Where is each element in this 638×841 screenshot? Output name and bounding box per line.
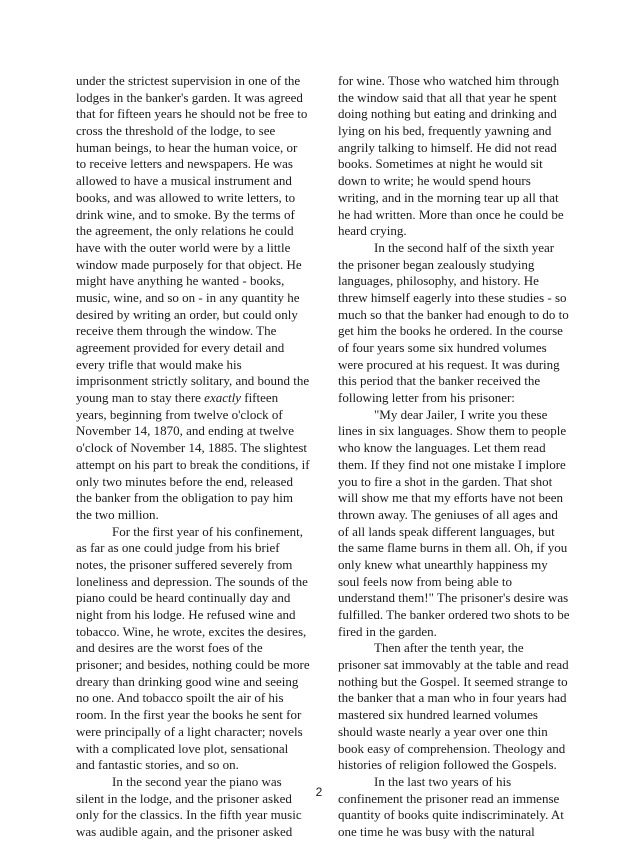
text-line: agreement provided for every detail and	[76, 340, 285, 355]
text-line: and desires are the worst foes of the	[76, 640, 263, 656]
text-line: heard crying.	[338, 223, 407, 239]
text-line: nothing but the Gospel. It seemed strange to	[338, 673, 568, 689]
text-segment: young man to stay there	[76, 390, 205, 406]
text-line: the window said that all that year he spent	[338, 89, 557, 105]
text-line: doing nothing but eating and drinking and	[338, 106, 557, 122]
text-line: no one. And tobacco spoilt the air of his	[76, 690, 284, 706]
text-line: window made purposely for that object. He	[76, 256, 302, 272]
paragraph-first-line: In the last two years of his	[374, 773, 512, 789]
text-line: lines in six languages. Show them to people	[338, 423, 567, 439]
text-line: of all lands speak different languages, but	[338, 523, 555, 539]
text-line: books, and was allowed to write letters, to	[76, 189, 296, 205]
text-line: the two million.	[76, 506, 159, 522]
text-line: the same flame burns in them all. Oh, if you	[338, 540, 568, 556]
text-line: drink wine, and to smoke. By the terms of	[76, 206, 295, 222]
text-line: prisoner; and besides, nothing could be more	[76, 657, 310, 673]
text-line: much so that the banker had enough to do to	[338, 306, 569, 322]
text-line: fired in the garden.	[338, 623, 437, 639]
text-line: notes, the prisoner suffered severely from	[76, 556, 293, 572]
text-line: the prisoner began zealously studying	[338, 256, 535, 272]
text-line: writing, and in the morning tear up all that	[338, 189, 559, 205]
text-line: book easy of comprehension. Theology and	[338, 740, 566, 756]
text-line: with a complicated love plot, sensational	[76, 740, 289, 756]
text-line: only for the classics. In the fifth year music	[76, 807, 302, 823]
text-line: night from his lodge. He refused wine and	[76, 607, 296, 622]
text-line: every trifle that would make his	[76, 356, 242, 372]
paragraph-first-line: For the first year of his confinement,	[112, 523, 303, 539]
text-line: this period that the banker received the	[338, 373, 541, 389]
text-line: have with the outer world were by a little	[76, 239, 291, 255]
text-line: were procured at his request. It was during	[338, 356, 560, 372]
text-line: as far as one could judge from his brief	[76, 540, 280, 556]
text-line: down to write; he would spend hours	[338, 173, 531, 189]
text-line: them. If they find not one mistake I implore	[338, 456, 566, 472]
text-line: soul feels now from being able to	[338, 573, 513, 589]
text-line: piano could be heard continually day and	[76, 590, 291, 606]
text-line: human beings, to hear the human voice, or	[76, 139, 298, 155]
text-line: of four years some six hundred volumes	[338, 340, 547, 355]
text-line: under the strictest supervision in one of the	[76, 73, 301, 88]
text-line	[76, 390, 312, 407]
text-line: only knew what unearthly happiness my	[338, 556, 548, 572]
text-line: lodges in the banker's garden. It was agreed	[76, 89, 303, 105]
text-line: you to fire a shot in the garden. That shot	[338, 473, 553, 489]
text-line: tobacco. Wine, he wrote, excites the desires,	[76, 623, 307, 639]
text-line: was audible again, and the prisoner asked	[76, 823, 293, 839]
text-line: o'clock of November 14, 1885. The slightest	[76, 440, 308, 456]
text-line: might have anything he wanted - books,	[76, 273, 285, 289]
left-text-column	[76, 73, 312, 841]
text-line: understand them!" The prisoner's desire was	[338, 590, 569, 606]
paragraph-first-line: In the second year the piano was	[112, 773, 282, 789]
text-line: and fantastic stories, and so on.	[76, 757, 239, 773]
text-line: following letter from his prisoner:	[338, 390, 515, 406]
text-line: attempt on his part to break the conditions, if	[76, 456, 310, 472]
text-line: music, wine, and so on - in any quantity he	[76, 289, 300, 305]
text-line: languages, philosophy, and history. He	[338, 273, 539, 289]
text-line: the agreement, the only relations he could	[76, 223, 294, 239]
text-line: receive them through the window. The	[76, 323, 277, 339]
text-line: histories of religion followed the Gospels.	[338, 757, 557, 773]
text-line: November 14, 1870, and ending at twelve	[76, 423, 295, 439]
text-line: will show me that my efforts have not been	[338, 490, 564, 506]
text-line: lying on his bed, frequently yawning and	[338, 123, 552, 139]
text-line: one time he was busy with the natural	[338, 823, 535, 839]
text-line: threw himself eagerly into these studies - so	[338, 289, 567, 305]
paragraph-first-line: "My dear Jailer, I write you these	[374, 406, 548, 422]
text-line: confinement the prisoner read an immense	[338, 790, 560, 806]
text-line: only two minutes before the end, released	[76, 473, 293, 489]
text-line: should waste nearly a year over one thin	[338, 723, 548, 739]
text-line: room. In the first year the books he sent for	[76, 707, 302, 723]
paragraph-first-line: Then after the tenth year, the	[374, 640, 524, 656]
text-line: who know the languages. Let them read	[338, 440, 546, 456]
emphasized-word: exactly	[204, 390, 241, 406]
text-line: were principally of a light character; novels	[76, 723, 303, 739]
text-line: books. Sometimes at night he would sit	[338, 156, 543, 172]
text-line: for wine. Those who watched him through	[338, 73, 560, 88]
text-line: imprisonment strictly solitary, and bound the	[76, 373, 310, 389]
text-line: angrily talking to himself. He did not read	[338, 139, 557, 155]
text-line: thrown away. The geniuses of all ages and	[338, 506, 558, 522]
text-line: dreary than drinking good wine and seeing	[76, 673, 299, 689]
text-line: loneliness and depression. The sounds of the	[76, 573, 308, 589]
text-line: he had written. More than once he could be	[338, 206, 564, 222]
page-number: 2	[315, 785, 323, 799]
right-text-column	[338, 73, 574, 841]
text-line: cross the threshold of the lodge, to see	[76, 123, 276, 139]
text-line: fulfilled. The banker ordered two shots to be	[338, 607, 570, 622]
text-line: that for fifteen years he should not be free to	[76, 106, 308, 122]
text-line: silent in the lodge, and the prisoner asked	[76, 790, 292, 806]
text-line: years, beginning from twelve o'clock of	[76, 406, 283, 422]
text-line: to receive letters and newspapers. He was	[76, 156, 293, 172]
text-line: mastered six hundred learned volumes	[338, 707, 538, 723]
text-line: quantity of books quite indiscriminately. At	[338, 807, 564, 823]
text-segment: fifteen	[240, 390, 279, 406]
text-line: the banker from the obligation to pay him	[76, 490, 293, 506]
text-line: desired by writing an order, but could only	[76, 306, 298, 322]
paragraph-first-line: In the second half of the sixth year	[374, 239, 555, 255]
text-line: the banker that a man who in four years had	[338, 690, 567, 706]
text-line: allowed to have a musical instrument and	[76, 173, 292, 189]
text-line: get him the books he ordered. In the course	[338, 323, 563, 339]
text-line: prisoner sat immovably at the table and read	[338, 657, 569, 673]
